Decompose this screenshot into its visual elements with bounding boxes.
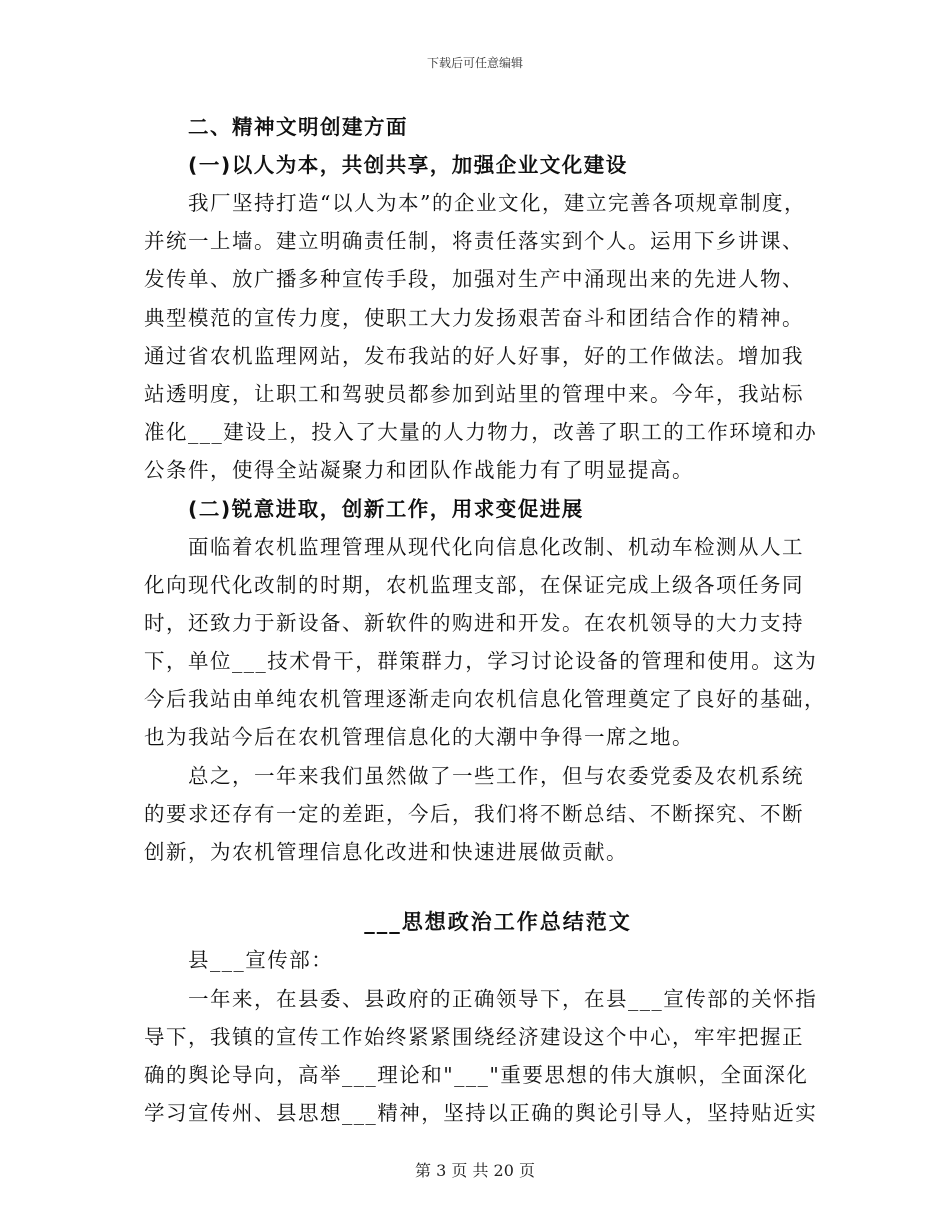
paragraph-line: 化向现代化改制的时期，农机监理支部，在保证完成上级各项任务同 <box>144 572 804 597</box>
paragraph-line: 学习宣传州、县思想___精神，坚持以正确的舆论引导人，坚持贴近实 <box>144 1101 818 1126</box>
paragraph-line: 创新，为农机管理信息化改进和快速进展做贡献。 <box>144 840 628 864</box>
document-body <box>144 108 826 1132</box>
paragraph-line: 下，单位___技术骨干，群策群力，学习讨论设备的管理和使用。这为 <box>144 649 818 674</box>
subsection-heading-1: (一)以人为本，共创共享，加强企业文化建设 <box>188 153 628 177</box>
subsection-heading-2: (二)锐意进取，创新工作，用求变促进展 <box>188 496 584 521</box>
paragraph-line: 的要求还存有一定的差距，今后，我们将不断总结、不断探究、不断 <box>144 801 804 826</box>
paragraph-line: 发传单、放广播多种宣传手段，加强对生产中涌现出来的先进人物、 <box>144 267 804 292</box>
page-number: 第 3 页 共 20 页 <box>415 1161 535 1180</box>
paragraph-line: 导下，我镇的宣传工作始终紧紧围绕经济建设这个中心，牢牢把握正 <box>144 1024 804 1049</box>
paragraph-line: 我厂坚持打造“以人为本”的企业文化，建立完善各项规章制度， <box>188 191 806 215</box>
paragraph-line: 准化___建设上，投入了大量的人力物力，改善了职工的工作环境和办 <box>144 420 818 445</box>
paragraph-line: 典型模范的宣传力度，使职工大力发扬艰苦奋斗和团结合作的精神。 <box>144 305 804 330</box>
paragraph-line: 也为我站今后在农机管理信息化的大潮中争得一席之地。 <box>144 725 694 750</box>
paragraph-line: 站透明度，让职工和驾驶员都参加到站里的管理中来。今年，我站标 <box>144 381 804 406</box>
paragraph-line: 面临着农机监理管理从现代化向信息化改制、机动车检测从人工 <box>188 534 804 559</box>
salutation: 县___宣传部： <box>188 948 334 973</box>
section-spacer <box>144 871 808 903</box>
page-header-note: 下载后可任意编辑 <box>426 56 523 70</box>
document-title: ___思想政治工作总结范文 <box>364 910 632 935</box>
paragraph-line: 公条件，使得全站凝聚力和团队作战能力有了明显提高。 <box>144 458 694 483</box>
paragraph-line: 确的舆论导向，高举___理论和"___"重要思想的伟大旗帜，全面深化 <box>144 1062 809 1087</box>
paragraph-line: 通过省农机监理网站，发布我站的好人好事，好的工作做法。增加我 <box>144 343 804 368</box>
paragraph-line: 总之，一年来我们虽然做了一些工作，但与农委党委及农机系统 <box>188 763 804 788</box>
paragraph-line: 今后我站由单纯农机管理逐渐走向农机信息化管理奠定了良好的基础， <box>144 687 826 712</box>
paragraph-line: 时，还致力于新设备、新软件的购进和开发。在农机领导的大力支持 <box>144 610 804 635</box>
paragraph-line: 一年来，在县委、县政府的正确领导下，在县___宣传部的关怀指 <box>188 986 818 1011</box>
section-heading: 二、精神文明创建方面 <box>188 115 408 139</box>
paragraph-line: 并统一上墙。建立明确责任制，将责任落实到个人。运用下乡讲课、 <box>144 229 804 254</box>
